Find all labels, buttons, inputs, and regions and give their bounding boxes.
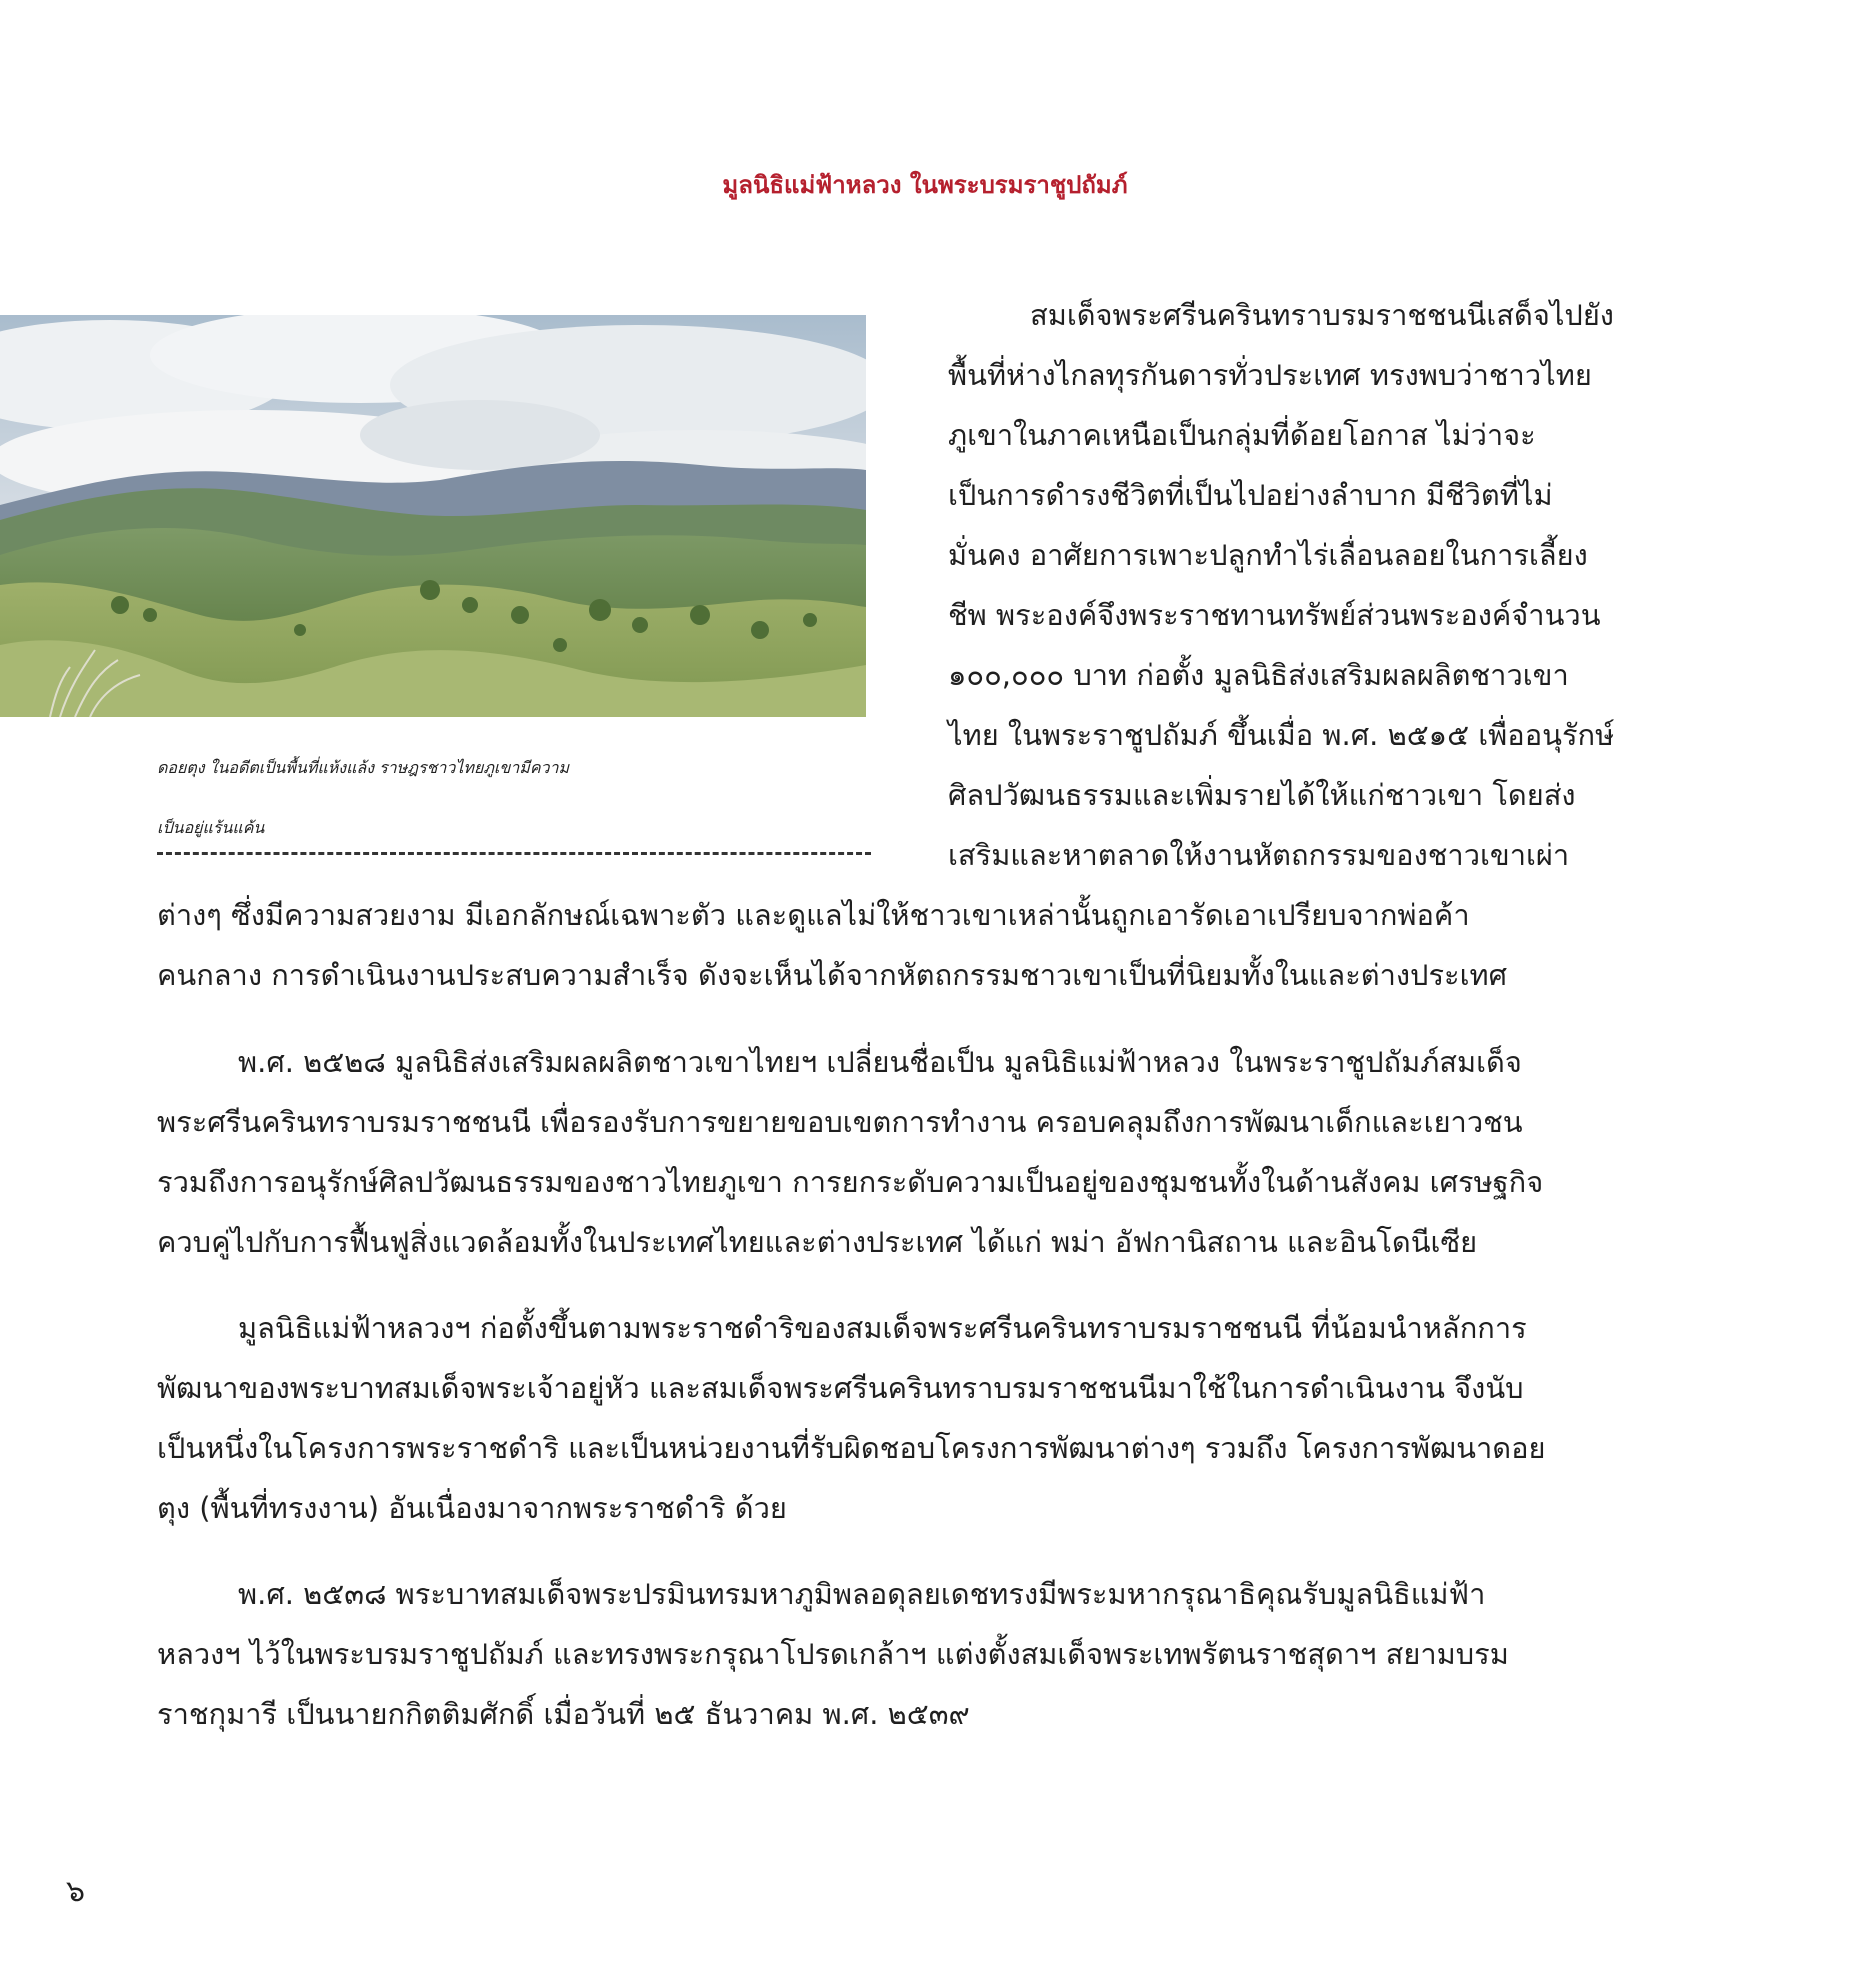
text-line: เป็นการดำรงชีวิตที่เป็นไปอย่างลำบาก มีชีวิตที่ไม่: [948, 478, 1553, 512]
text-line: ศิลปวัฒนธรรมและเพิ่มรายได้ให้แก่ชาวเขา โดยส่ง: [948, 778, 1576, 812]
text-line: ชีพ พระองค์จึงพระราชทานทรัพย์ส่วนพระองค์จำนวน: [948, 598, 1601, 632]
text-line: ควบคู่ไปกับการฟื้นฟูสิ่งแวดล้อมทั้งในประเทศไทยและต่างประเทศ ได้แก่ พม่า อัฟกานิสถาน และอินโดนีเซีย: [157, 1225, 1478, 1259]
text-line: พ.ศ. ๒๕๒๘ มูลนิธิส่งเสริมผลผลิตชาวเขาไทยฯ เปลี่ยนชื่อเป็น มูลนิธิแม่ฟ้าหลวง ในพระราชูปถัมภ์สมเด็จ: [238, 1045, 1522, 1079]
text-line: ๑๐๐,๐๐๐ บาท ก่อตั้ง มูลนิธิส่งเสริมผลผลิตชาวเขา: [948, 658, 1569, 692]
page-number: ๖: [66, 1874, 86, 1909]
text-line: ภูเขาในภาคเหนือเป็นกลุ่มที่ด้อยโอกาส ไม่ว่าจะ: [948, 418, 1536, 452]
text-line: ตุง (พื้นที่ทรงงาน) อันเนื่องมาจากพระราชดำริ ด้วย: [157, 1491, 787, 1525]
text-line: หลวงฯ ไว้ในพระบรมราชูปถัมภ์ และทรงพระกรุณาโปรดเกล้าฯ แต่งตั้งสมเด็จพระเทพรัตนราชสุดาฯ สยามบรม: [157, 1637, 1509, 1671]
text-line: ไทย ในพระราชูปถัมภ์ ขึ้นเมื่อ พ.ศ. ๒๕๑๕ เพื่ออนุรักษ์: [948, 718, 1615, 752]
text-line: พระศรีนครินทราบรมราชชนนี เพื่อรองรับการขยายขอบเขตการทำงาน ครอบคลุมถึงการพัฒนาเด็กและเยาวชน: [157, 1105, 1523, 1139]
text-line: มั่นคง อาศัยการเพาะปลูกทำไร่เลื่อนลอยในการเลี้ยง: [948, 538, 1588, 572]
landscape-photo: [0, 315, 866, 717]
caption-line: เป็นอยู่แร้นแค้น: [157, 818, 265, 837]
text-line: คนกลาง การดำเนินงานประสบความสำเร็จ ดังจะเห็นได้จากหัตถกรรมชาวเขาเป็นที่นิยมทั้งในและต่างประเทศ: [157, 958, 1508, 992]
caption-line: ดอยตุง ในอดีตเป็นพื้นที่แห้งแล้ง ราษฎรชาวไทยภูเขามีความ: [157, 758, 570, 777]
caption-divider: [157, 852, 871, 855]
text-line: ต่างๆ ซึ่งมีความสวยงาม มีเอกลักษณ์เฉพาะตัว และดูแลไม่ให้ชาวเขาเหล่านั้นถูกเอารัดเอาเปรียบจากพ่อค้า: [157, 898, 1470, 932]
text-line: พัฒนาของพระบาทสมเด็จพระเจ้าอยู่หัว และสมเด็จพระศรีนครินทราบรมราชชนนีมาใช้ในการดำเนินงาน จึงนับ: [157, 1371, 1524, 1405]
page-title: มูลนิธิแม่ฟ้าหลวง ในพระบรมราชูปถัมภ์: [722, 171, 1128, 199]
photo-caption: [157, 738, 877, 858]
text-line: สมเด็จพระศรีนครินทราบรมราชชนนีเสด็จไปยัง: [1030, 298, 1614, 332]
text-line: รวมถึงการอนุรักษ์ศิลปวัฒนธรรมของชาวไทยภูเขา การยกระดับความเป็นอยู่ของชุมชนทั้งในด้านสังคม เศรษฐกิจ: [157, 1165, 1544, 1199]
text-line: เสริมและหาตลาดให้งานหัตถกรรมของชาวเขาเผ่า: [948, 838, 1570, 872]
text-line: มูลนิธิแม่ฟ้าหลวงฯ ก่อตั้งขึ้นตามพระราชดำริของสมเด็จพระศรีนครินทราบรมราชชนนี ที่น้อมนำหลักการ: [238, 1311, 1527, 1345]
text-line: ราชกุมารี เป็นนายกกิตติมศักดิ์ เมื่อวันที่ ๒๕ ธันวาคม พ.ศ. ๒๕๓๙: [157, 1697, 970, 1731]
text-line: เป็นหนึ่งในโครงการพระราชดำริ และเป็นหน่วยงานที่รับผิดชอบโครงการพัฒนาต่างๆ รวมถึง โครงการพัฒนาดอย: [157, 1431, 1546, 1465]
text-line: พื้นที่ห่างไกลทุรกันดารทั่วประเทศ ทรงพบว่าชาวไทย: [948, 358, 1592, 392]
text-line: พ.ศ. ๒๕๓๘ พระบาทสมเด็จพระปรมินทรมหาภูมิพลอดุลยเดชทรงมีพระมหากรุณาธิคุณรับมูลนิธิแม่ฟ้า: [238, 1577, 1486, 1611]
